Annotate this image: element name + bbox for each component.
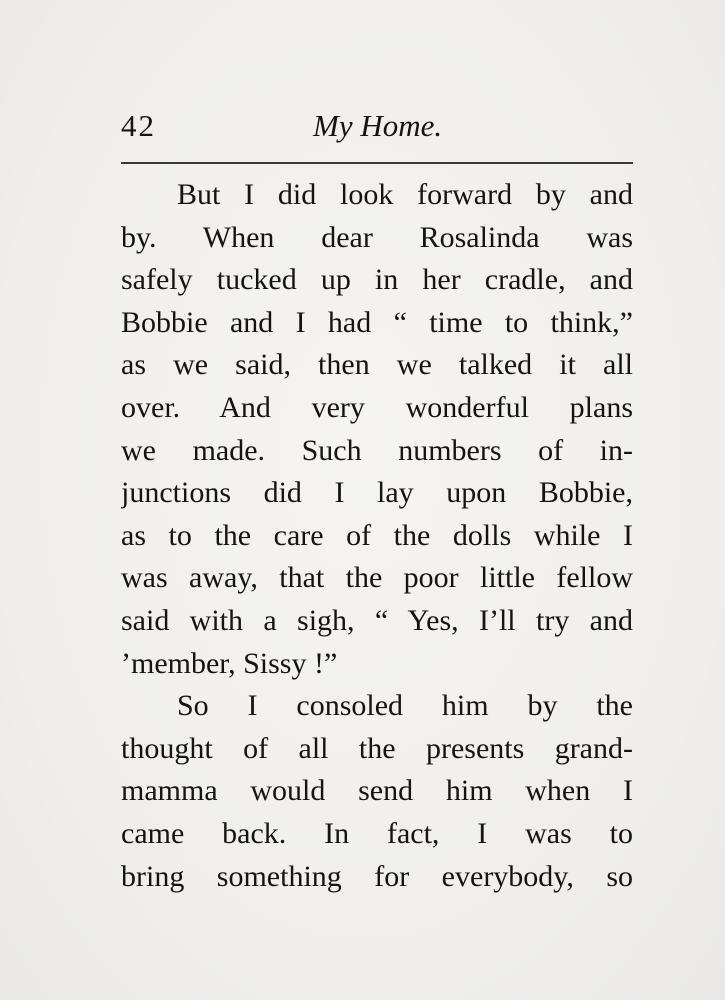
text-line: as to the care of the dolls while I xyxy=(121,518,633,552)
body-text xyxy=(121,174,633,898)
text-line: mamma would send him when I xyxy=(121,774,633,808)
running-head xyxy=(121,108,633,148)
text-line: safely tucked up in her cradle, and xyxy=(121,263,633,297)
text-line: by. When dear Rosalinda was xyxy=(121,220,633,254)
text-line: came back. In fact, I was to xyxy=(121,816,633,850)
text-line: bring something for everybody, so xyxy=(121,859,633,893)
text-line: was away, that the poor little fellow xyxy=(121,561,633,595)
text-line: So I consoled him by the xyxy=(177,689,633,723)
text-line: said with a sigh, “ Yes, I’ll try and xyxy=(121,603,633,637)
text-line: as we said, then we talked it all xyxy=(121,348,633,382)
text-line: junctions did I lay upon Bobbie, xyxy=(121,476,633,510)
running-title: My Home. xyxy=(313,108,443,143)
text-line: thought of all the presents grand- xyxy=(121,731,633,765)
page-number: 42 xyxy=(121,108,156,143)
text-line: over. And very wonderful plans xyxy=(121,390,633,424)
text-line: But I did look forward by and xyxy=(177,178,633,211)
text-line: ’member, Sissy !” xyxy=(121,646,338,680)
header-rule xyxy=(121,162,633,164)
text-line: Bobbie and I had “ time to think,” xyxy=(121,305,633,339)
text-line: we made. Such numbers of in- xyxy=(121,433,633,467)
